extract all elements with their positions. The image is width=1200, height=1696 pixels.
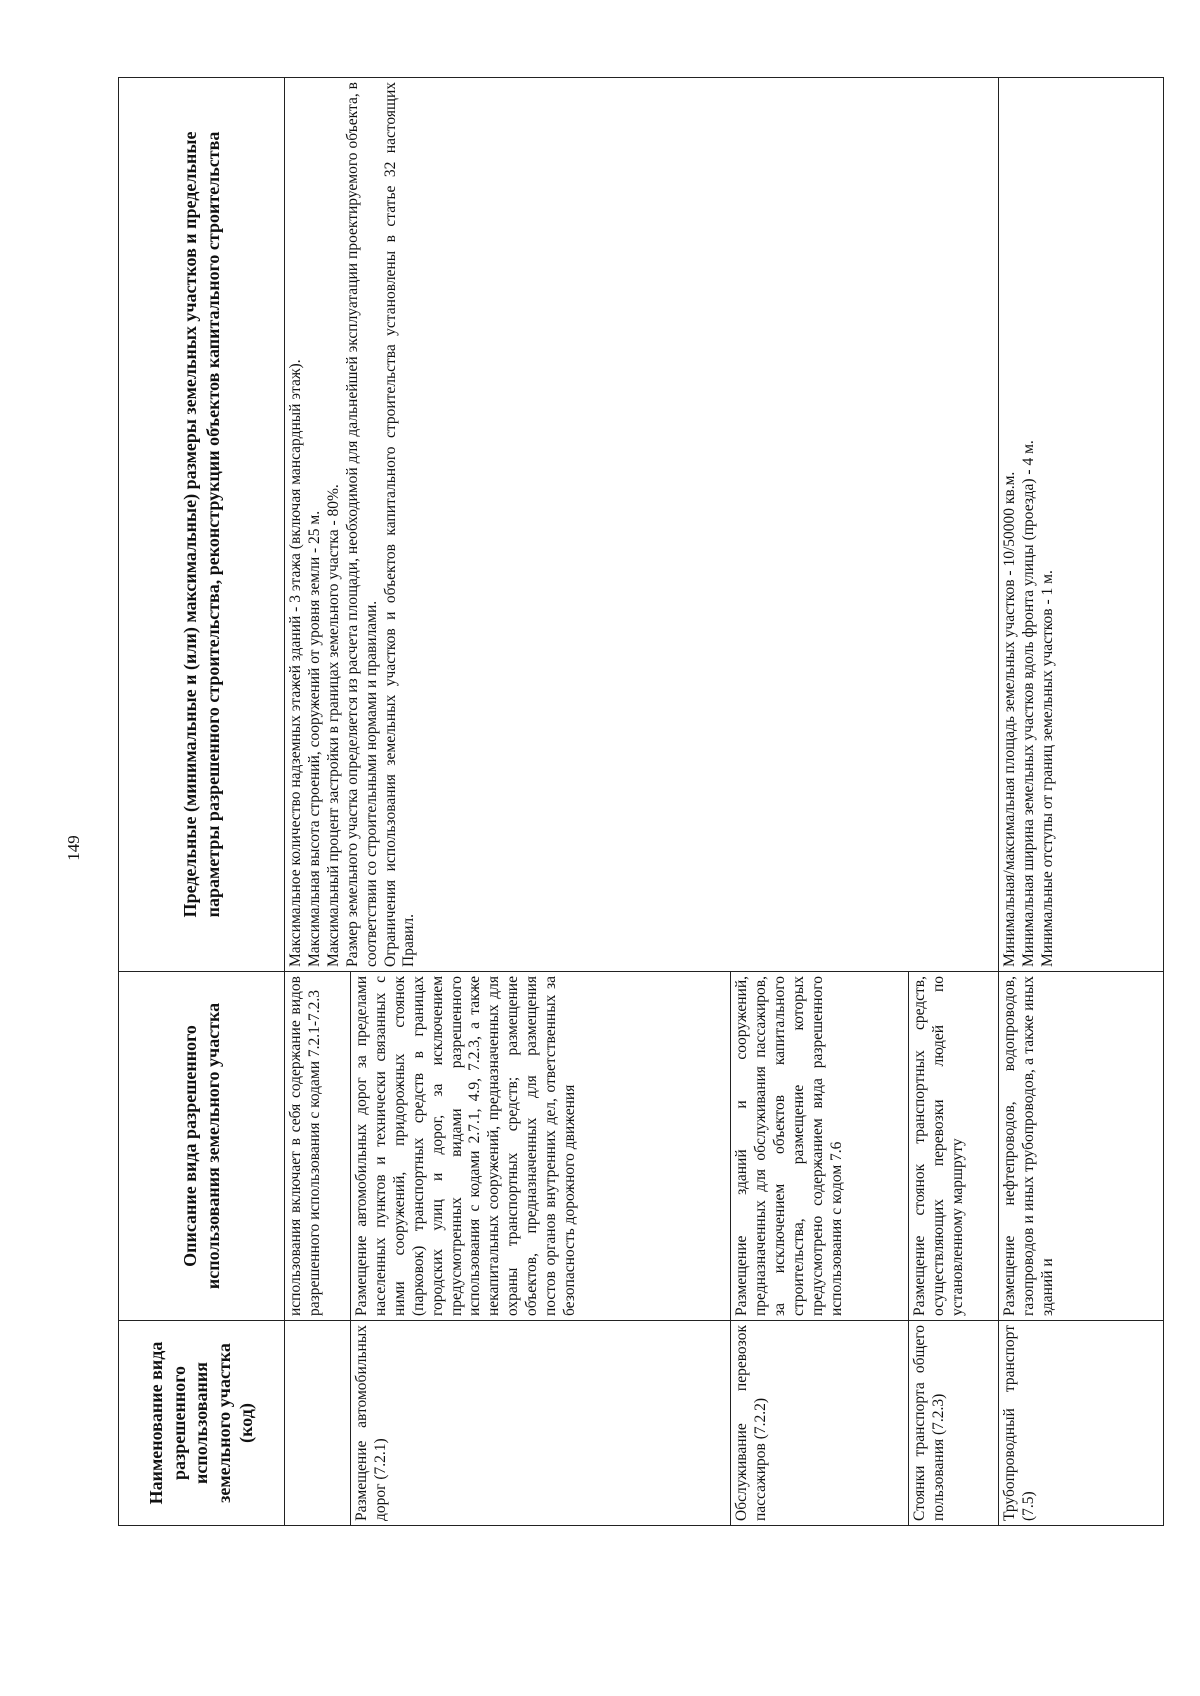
param-line: Ограничения использования земельных участков и объектов капитального строительства установлены в статье 32 настоящих Правил. bbox=[381, 82, 418, 967]
param-line: Минимальная ширина земельных участков вдоль фронта улицы (проезда) - 4 м. bbox=[1019, 440, 1037, 967]
page-number: 149 bbox=[64, 835, 83, 861]
row-description-cell: использования включает в себя содержание видов разрешенного использования с кодами 7.2.1-7.2.3 bbox=[285, 972, 351, 1321]
table-header-row bbox=[119, 78, 285, 1526]
row-description-cell: Размещение нефтепроводов, водопроводов, газопроводов и иных трубопроводов, а также иных зданий и bbox=[999, 972, 1164, 1321]
row-description-cell: Размещение зданий и сооружений, предназначенных для обслуживания пассажиров, за исключением объектов капитального строительства, размещение которых предусмотрено содержанием вида разрешенного использования с кодом 7.6 bbox=[731, 972, 909, 1321]
table-row bbox=[285, 78, 351, 1526]
land-use-table bbox=[118, 77, 1164, 1526]
row-description-cell: Размещение автомобильных дорог за пределами населенных пунктов и технически связанных с ними сооружений, придорожных стоянок (парковок) транспортных средств в границах городских улиц и дорог, за исключением предусмотренных видами разрешенного использования с кодами 2.7.1, 4.9, 7.2.3, а также некапитальных сооружений, предназначенных для охраны транспортных средств; размещение объектов, предназначенных для размещения постов органов внутренних дел, ответственных за безопасность дорожного движения bbox=[351, 972, 731, 1321]
row-params-cell bbox=[999, 78, 1164, 972]
param-line: Минимальные отступы от границ земельных участков - 1 м. bbox=[1038, 570, 1056, 967]
header-construction-parameters: Предельные (минимальные и (или) максимальные) размеры земельных участков и предельные параметры разрешенного строительства, реконструкции объектов капитального строительства bbox=[119, 78, 285, 972]
row-description-cell: Размещение стоянок транспортных средств, осуществляющих перевозки людей по установленному маршруту bbox=[909, 972, 999, 1321]
row-name-cell: Размещение автомобильных дорог (7.2.1) bbox=[351, 1321, 731, 1526]
header-land-use-description: Описание вида разрешенного использования земельного участка bbox=[119, 972, 285, 1321]
param-line: Максимальное количество надземных этажей зданий - 3 этажа (включая мансардный этаж). bbox=[287, 359, 304, 967]
row-name-cell: Обслуживание перевозок пассажиров (7.2.2) bbox=[731, 1321, 909, 1526]
row-name-cell bbox=[285, 1321, 351, 1526]
param-line: Максимальный процент застройки в границах земельного участка - 80%. bbox=[324, 484, 342, 967]
rotated-table-content bbox=[118, 78, 1163, 1526]
table-row bbox=[999, 78, 1164, 1526]
row-name-cell: Стоянки транспорта общего пользования (7.2.3) bbox=[909, 1321, 999, 1526]
header-land-use-name: Наименование вида разрешенного использования земельного участка (код) bbox=[119, 1321, 285, 1526]
rotated-table-frame bbox=[118, 78, 1163, 1526]
row-params-cell bbox=[285, 78, 999, 972]
param-line: Минимальная/максимальная площадь земельных участков - 10/50000 кв.м. bbox=[1001, 471, 1018, 967]
param-line: Размер земельного участка определяется из расчета площади, необходимой для дальнейшей эксплуатации проектируемого объекта, в соответствии со строительными нормами и правилами. bbox=[343, 82, 380, 967]
row-name-cell: Трубопроводный транспорт (7.5) bbox=[999, 1321, 1164, 1526]
param-line: Максимальная высота строений, сооружений от уровня земли - 25 м. bbox=[305, 510, 323, 967]
